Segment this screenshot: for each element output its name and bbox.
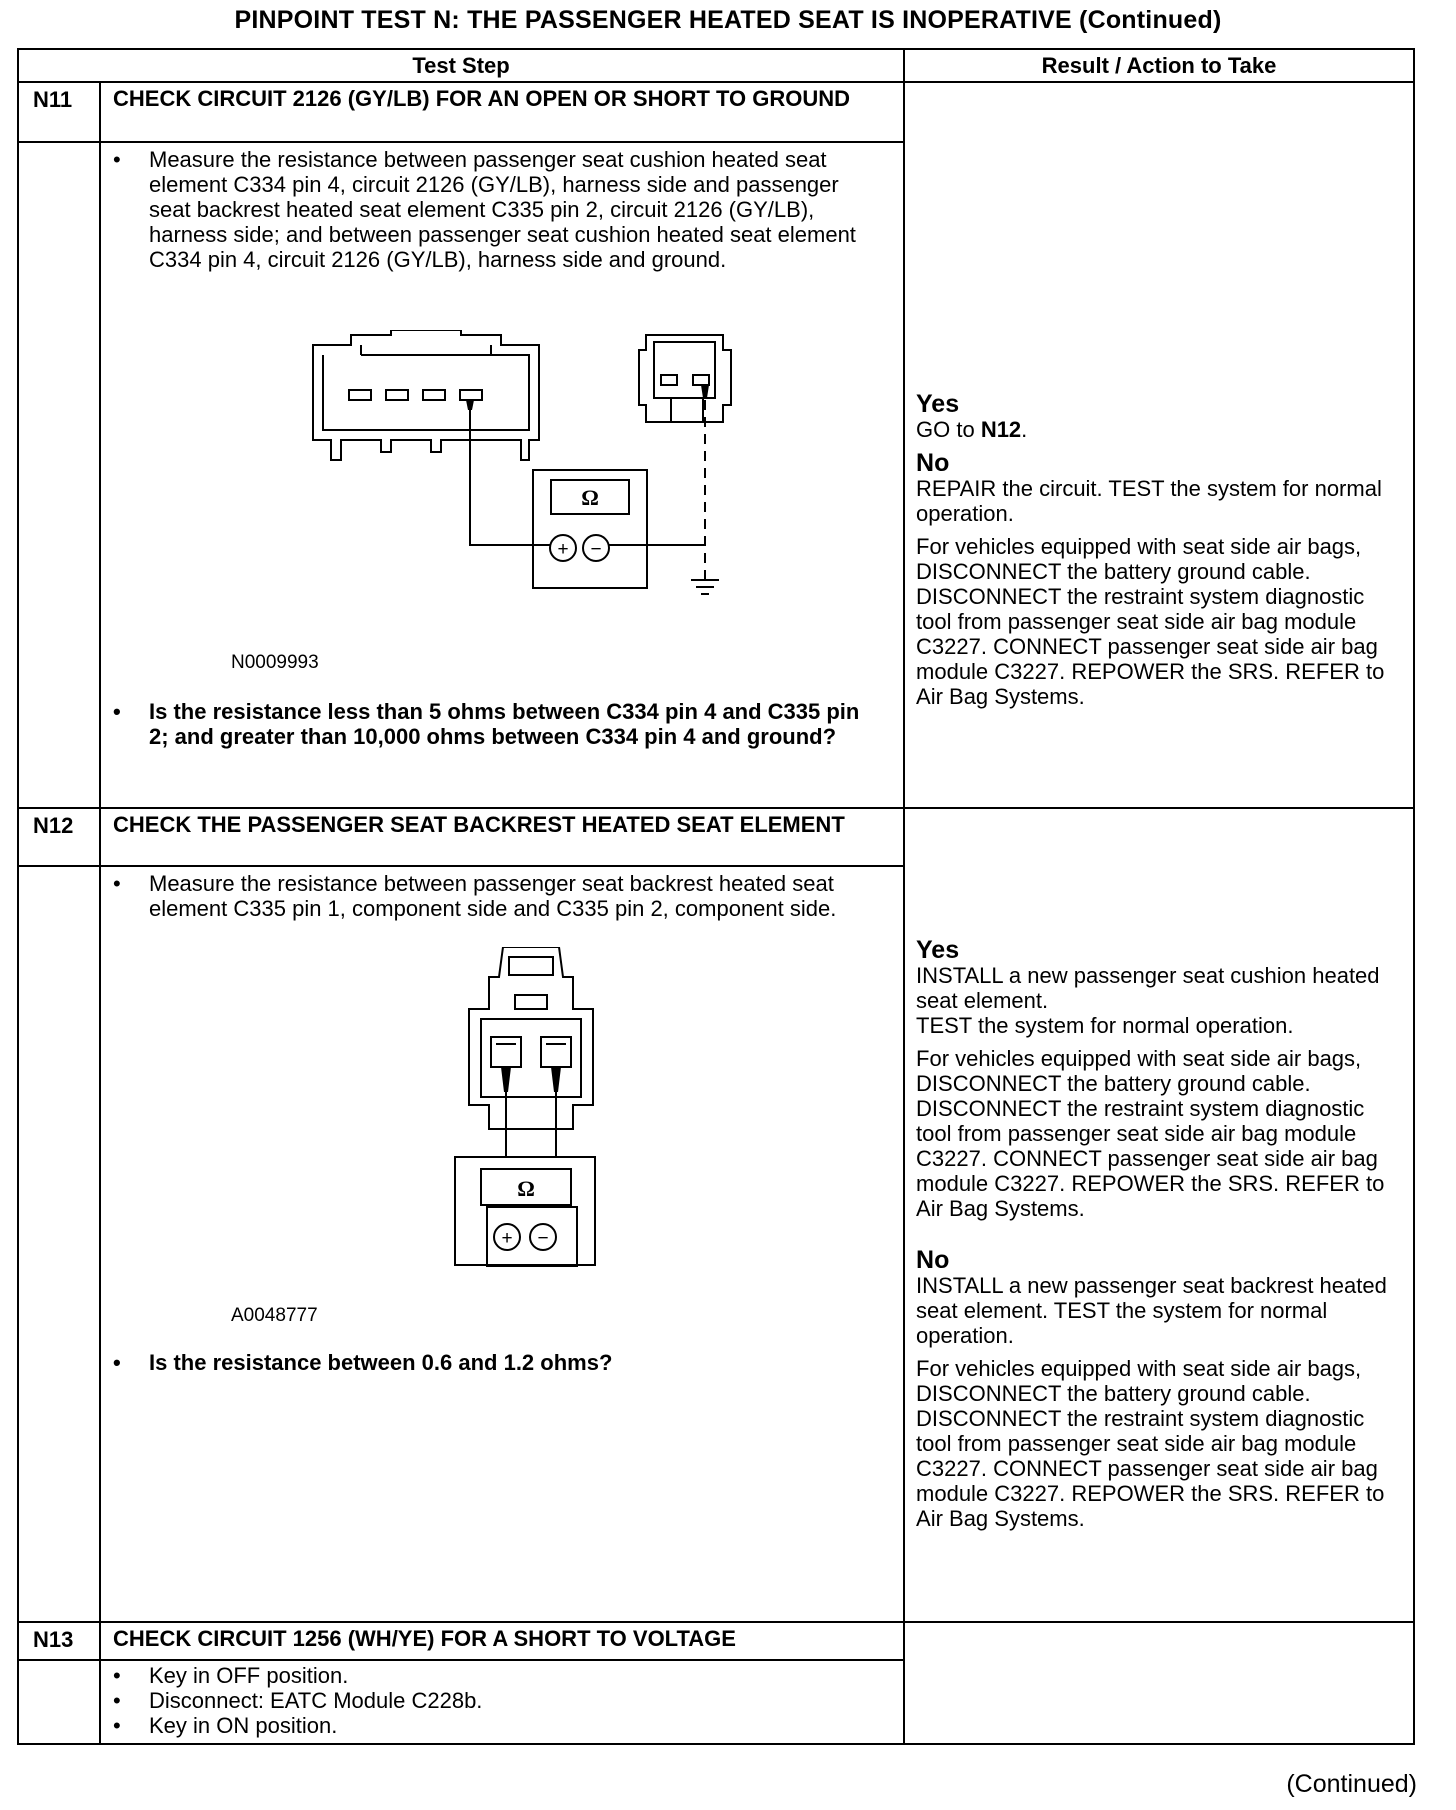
minus-symbol: − xyxy=(590,539,602,560)
step-title: CHECK CIRCUIT 1256 (WH/YE) FOR A SHORT TO VOLTAGE xyxy=(100,1622,904,1660)
no-action: INSTALL a new passenger seat backrest heated seat element. TEST the system for normal operation. xyxy=(916,1273,1387,1348)
figure-id: A0048777 xyxy=(231,1305,318,1326)
step-id: N11 xyxy=(18,82,100,142)
step-n13-body xyxy=(100,1660,904,1744)
table-header-row xyxy=(18,49,1414,82)
instruction-bullet: • Key in ON position. xyxy=(101,1713,903,1738)
continued-footer: (Continued) xyxy=(1286,1770,1417,1798)
step-n11-title-row xyxy=(18,82,1414,142)
yes-label: Yes xyxy=(916,936,960,964)
step-id: N13 xyxy=(18,1622,100,1660)
instruction-bullet: • Measure the resistance between passenger seat backrest heated seat element C335 pin 1, component side and C335 pin 2, component side. xyxy=(101,871,903,921)
step-id: N12 xyxy=(18,808,100,866)
step-n13-result xyxy=(904,1622,1414,1744)
no-label: No xyxy=(916,449,950,477)
question-bullet: • Is the resistance between 0.6 and 1.2 ohms? xyxy=(101,1350,903,1375)
yes-action: INSTALL a new passenger seat cushion heated seat element. xyxy=(916,963,1380,1013)
airbag-note: For vehicles equipped with seat side air bags, DISCONNECT the battery ground cable. DISCONNECT the restraint system diagnostic tool from passenger seat side air bag module C3227. CONNECT passenger seat side air bag module C3227. REPOWER the SRS. REFER to Air Bag Systems. xyxy=(916,534,1385,709)
plus-symbol: + xyxy=(501,1228,513,1249)
ohmmeter-diagram-n11 xyxy=(241,330,801,630)
step-n11-result xyxy=(904,82,1414,808)
yes-label: Yes xyxy=(916,390,960,418)
step-n11-body xyxy=(100,142,904,808)
question-bullet: • Is the resistance less than 5 ohms between C334 pin 4 and C335 pin 2; and greater than 10,000 ohms between C334 pin 4 and ground? xyxy=(101,699,903,749)
step-n12-body xyxy=(100,866,904,1622)
instruction-bullet: • Measure the resistance between passenger seat cushion heated seat element C334 pin 4, circuit 2126 (GY/LB), harness side and passenger seat backrest heated seat element C335 pin 2, circuit 2126 (GY/LB), harness side; and between passenger seat cushion heated seat element C334 pin 4, circuit 2126 (GY/LB), harness side and ground. xyxy=(101,147,903,272)
goto-step-link: N12 xyxy=(980,417,1022,442)
no-label: No xyxy=(916,1246,950,1274)
step-title: CHECK CIRCUIT 2126 (GY/LB) FOR AN OPEN OR SHORT TO GROUND xyxy=(100,82,904,142)
step-n13-title-row xyxy=(18,1622,1414,1660)
ohm-symbol: Ω xyxy=(581,485,599,510)
airbag-note: For vehicles equipped with seat side air bags, DISCONNECT the battery ground cable. DISCONNECT the restraint system diagnostic tool from passenger seat side air bag module C3227. CONNECT passenger seat side air bag module C3227. REPOWER the SRS. REFER to Air Bag Systems. xyxy=(916,1356,1385,1531)
header-test-step: Test Step xyxy=(18,49,904,82)
step-n12-result xyxy=(904,808,1414,1622)
step-n12-title-row xyxy=(18,808,1414,866)
plus-symbol: + xyxy=(557,539,569,560)
header-result: Result / Action to Take xyxy=(904,49,1414,82)
airbag-note: For vehicles equipped with seat side air bags, DISCONNECT the battery ground cable. DISCONNECT the restraint system diagnostic tool from passenger seat side air bag module C3227. CONNECT passenger seat side air bag module C3227. REPOWER the SRS. REFER to Air Bag Systems. xyxy=(916,1046,1385,1221)
figure-id: N0009993 xyxy=(231,652,319,673)
step-title: CHECK THE PASSENGER SEAT BACKREST HEATED SEAT ELEMENT xyxy=(100,808,904,866)
instruction-bullet: • Key in OFF position. xyxy=(101,1663,903,1688)
ohmmeter-diagram-n12 xyxy=(441,947,641,1267)
pinpoint-test-table xyxy=(17,48,1415,1745)
yes-action: GO to N12. xyxy=(916,417,1028,442)
no-action: REPAIR the circuit. TEST the system for normal operation. xyxy=(916,476,1382,526)
minus-symbol: − xyxy=(537,1228,549,1249)
instruction-bullet: • Disconnect: EATC Module C228b. xyxy=(101,1688,903,1713)
page-title: PINPOINT TEST N: THE PASSENGER HEATED SEAT IS INOPERATIVE (Continued) xyxy=(234,6,1222,34)
ohm-symbol: Ω xyxy=(517,1176,535,1201)
yes-test-action: TEST the system for normal operation. xyxy=(916,1013,1294,1038)
